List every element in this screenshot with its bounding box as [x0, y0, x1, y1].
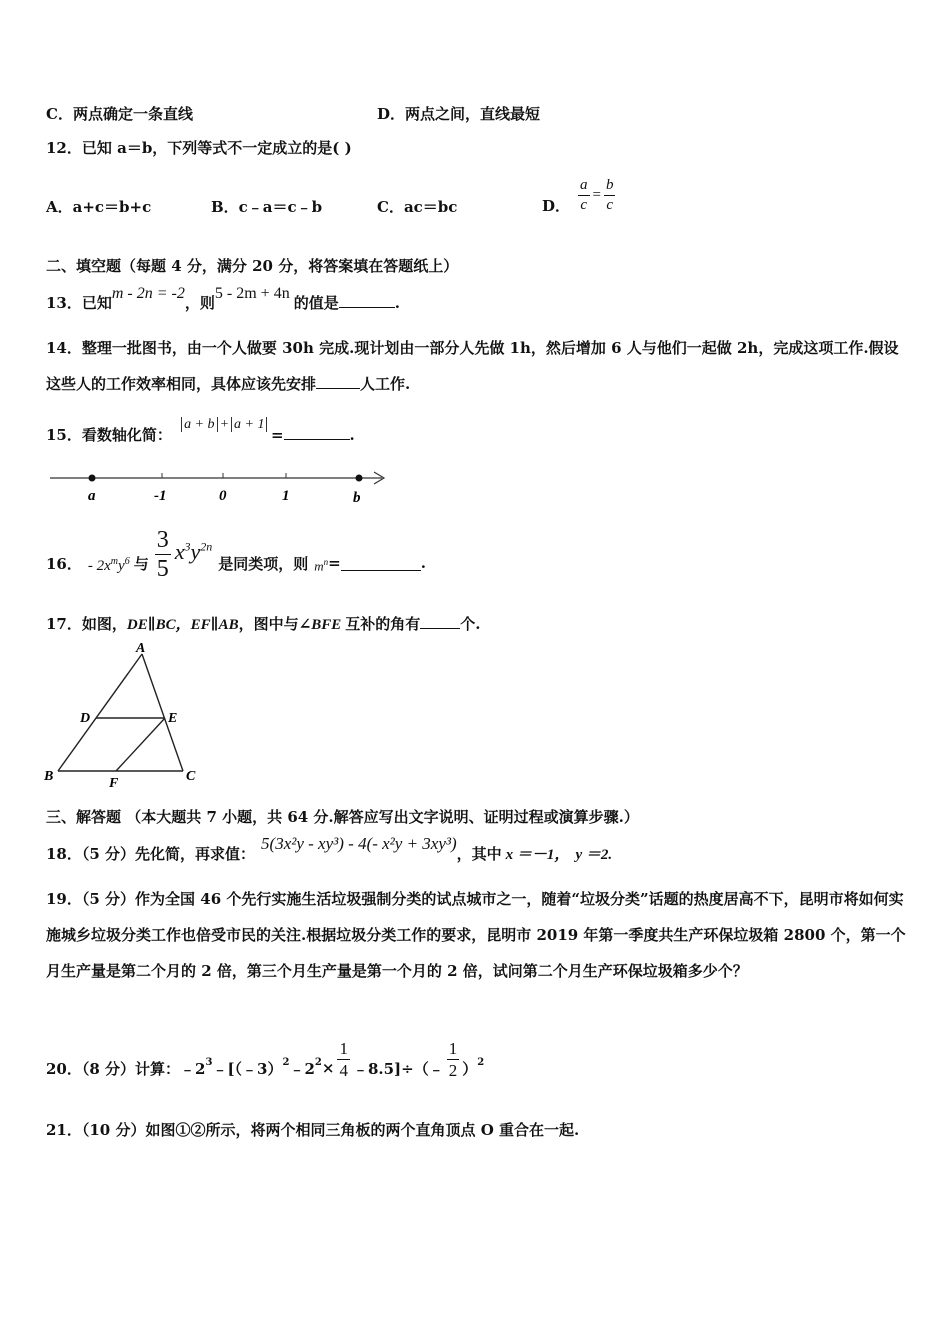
q18-condition-prefix: ，其中	[456, 845, 502, 863]
q13-prefix: 13．已知	[46, 294, 112, 312]
q18	[46, 833, 613, 863]
q20-part5: ）	[462, 1059, 478, 1078]
abs-a-plus-1: a + 1	[231, 417, 267, 432]
q13-expression: 5 - 2m + 4n	[214, 285, 290, 302]
q17-condition: DE∥BC，EF∥AB	[126, 617, 239, 633]
q11-option-c: C．两点确定一条直线	[46, 105, 193, 123]
q13-end: .	[394, 294, 400, 312]
q16-term2-exp-y: 2n	[200, 539, 213, 554]
q20-part2: ﹣[（﹣3）	[212, 1059, 283, 1078]
q17-angle: BFE	[311, 617, 342, 633]
fraction-denominator: c	[580, 196, 588, 213]
q16-fraction	[155, 528, 171, 581]
label-b: b	[353, 490, 361, 506]
section-2-title: 二、填空题（每题 4 分，满分 20 分，将答案填在答题纸上）	[46, 257, 459, 275]
q16-term2-y: y	[190, 539, 201, 564]
q20-prefix: 20．（8 分）计算：﹣2	[46, 1059, 206, 1078]
q16-mid: 是同类项，则	[218, 554, 309, 573]
label-a: a	[88, 488, 96, 504]
q19-text: 19．（5 分）作为全国 46 个先行实施生活垃圾强制分类的试点城市之一，随着“垃圾分类”话题的热度居高不下，昆明市将如何实施城乡垃圾分类工作也倍受市民的关注.根据垃圾分类工作的要求，昆明市 2019 年第一季度共生产环保垃圾箱 2800 个，第一个月生产量是第二个月的 2 倍，第三个月生产量是第一个月的 2 倍，试问第二个月生产环保垃圾箱多少个？	[46, 890, 906, 980]
vertex-d-label: D	[80, 711, 91, 726]
q15-prefix: 15．看数轴化简：	[46, 426, 172, 444]
q16-with: 与	[133, 554, 149, 573]
q16-term1-exp-y: 6	[124, 555, 130, 567]
q13	[46, 282, 400, 312]
fraction-denominator: c	[606, 196, 614, 213]
q20-exp2: 2	[282, 1056, 290, 1068]
q16-term2-exp-x: 3	[184, 539, 191, 554]
q20-part4: ﹣8.5]÷（﹣	[352, 1059, 444, 1078]
q17-answer-blank[interactable]	[420, 614, 460, 629]
q12-d-left-fraction	[578, 178, 590, 213]
fraction-denominator: 4	[339, 1060, 348, 1080]
vertex-c-label: C	[186, 769, 196, 784]
q14-answer-blank[interactable]	[316, 374, 360, 389]
q17-mid: ，图中与∠	[238, 615, 312, 633]
triangle-figure	[40, 640, 210, 790]
q17-suffix: 互补的角有	[345, 615, 421, 633]
segment-ef	[116, 718, 165, 771]
fraction-numerator: 1	[448, 1038, 458, 1058]
q20-part3: ﹣2	[289, 1059, 315, 1078]
q18-y-condition: y ＝2.	[575, 847, 613, 863]
equals-sign: =	[592, 186, 601, 203]
q16-result	[314, 557, 328, 574]
plus-sign: +	[219, 417, 230, 432]
q20-exp1: 3	[205, 1056, 213, 1068]
vertex-e-label: E	[168, 711, 178, 726]
q14-text: 14．整理一批图书，由一个人做要 30h 完成.现计划由一部分人先做 1h，然后增加 6 人与他们一起做 2h，完成这项工作.假设这些人的工作效率相同，具体应该先安排	[46, 339, 899, 393]
vertex-b-label: B	[44, 769, 54, 784]
q16-equals: =	[328, 554, 341, 572]
q15-equals: =	[270, 426, 284, 444]
q11-option-d: D．两点之间，直线最短	[377, 105, 541, 123]
fraction-numerator: 3	[156, 526, 169, 553]
segment-ab	[58, 654, 142, 771]
q21: 21．（10 分）如图①②所示，将两个相同三角板的两个直角顶点 O 重合在一起.	[46, 1121, 580, 1139]
fraction-numerator: a	[578, 178, 590, 196]
fraction-denominator: 5	[156, 555, 169, 582]
q13-suffix: 的值是	[293, 294, 339, 312]
q16-term2	[175, 539, 213, 565]
number-line-figure	[46, 466, 396, 510]
vertex-f-label: F	[109, 776, 119, 790]
fraction-numerator: 1	[339, 1038, 348, 1058]
q12-stem: 12．已知 a＝b，下列等式不一定成立的是( )	[46, 139, 352, 157]
label-0: 0	[219, 488, 227, 504]
q16	[46, 526, 426, 582]
q17	[46, 613, 480, 634]
q20-exp5: 2	[477, 1056, 485, 1068]
q13-mid: ，则	[184, 294, 215, 312]
q16-end: .	[420, 554, 426, 572]
q12-option-b: B．c﹣a＝c﹣b	[211, 198, 323, 216]
q16-answer-blank[interactable]	[341, 556, 421, 571]
q13-condition: m - 2n = -2	[111, 285, 185, 302]
q17-prefix: 17．如图，	[46, 615, 127, 633]
q12-option-d	[542, 172, 615, 218]
q19	[46, 881, 908, 989]
q16-prefix: 16．	[46, 554, 82, 573]
q15-answer-blank[interactable]	[284, 425, 350, 440]
fraction-denominator: 2	[448, 1060, 458, 1080]
q12-option-c: C．ac＝bc	[377, 198, 458, 216]
q16-term1-y: y	[118, 557, 125, 574]
q16-term1-exp-x: m	[110, 555, 119, 567]
label-1: 1	[282, 488, 290, 504]
fraction-numerator: b	[604, 178, 616, 196]
q15	[46, 412, 355, 444]
q12-option-d-label: D．	[542, 196, 571, 215]
q20-exp3: 2	[314, 1056, 322, 1068]
q20-times: ×	[321, 1059, 335, 1077]
q20-fraction-1	[337, 1040, 350, 1079]
label-minus-1: -1	[154, 488, 167, 504]
q17-end: 个.	[460, 615, 481, 633]
q15-end: .	[349, 426, 355, 444]
q16-term2-x: x	[174, 539, 185, 564]
q18-x-condition: x ＝－1，	[505, 847, 570, 863]
q20-fraction-2	[447, 1040, 460, 1079]
q12-option-a: A．a+c＝b+c	[46, 198, 152, 216]
q18-prefix: 18．（5 分）先化简，再求值：	[46, 845, 256, 863]
point-a-dot	[89, 475, 96, 482]
q16-result-base: m	[314, 558, 324, 574]
q12-d-right-fraction	[604, 178, 616, 213]
q14-end: 人工作.	[360, 375, 411, 393]
q16-result-exp: n	[323, 557, 329, 568]
section-3-title: 三、解答题 （本大题共 7 小题，共 64 分.解答应写出文字说明、证明过程或演算步骤.）	[46, 808, 639, 826]
q16-term1-coef-x: - 2x	[87, 557, 111, 574]
q16-term1	[88, 556, 130, 575]
vertex-a-label: A	[136, 641, 146, 656]
q18-expression: 5(3x²y - xy³) - 4(- x²y + 3xy³)	[261, 834, 457, 853]
q20	[46, 1034, 484, 1084]
q13-answer-blank[interactable]	[339, 293, 395, 308]
abs-a-plus-b: a + b	[181, 417, 217, 432]
point-b-dot	[356, 475, 363, 482]
q14	[46, 330, 908, 402]
q15-expression	[181, 417, 271, 432]
